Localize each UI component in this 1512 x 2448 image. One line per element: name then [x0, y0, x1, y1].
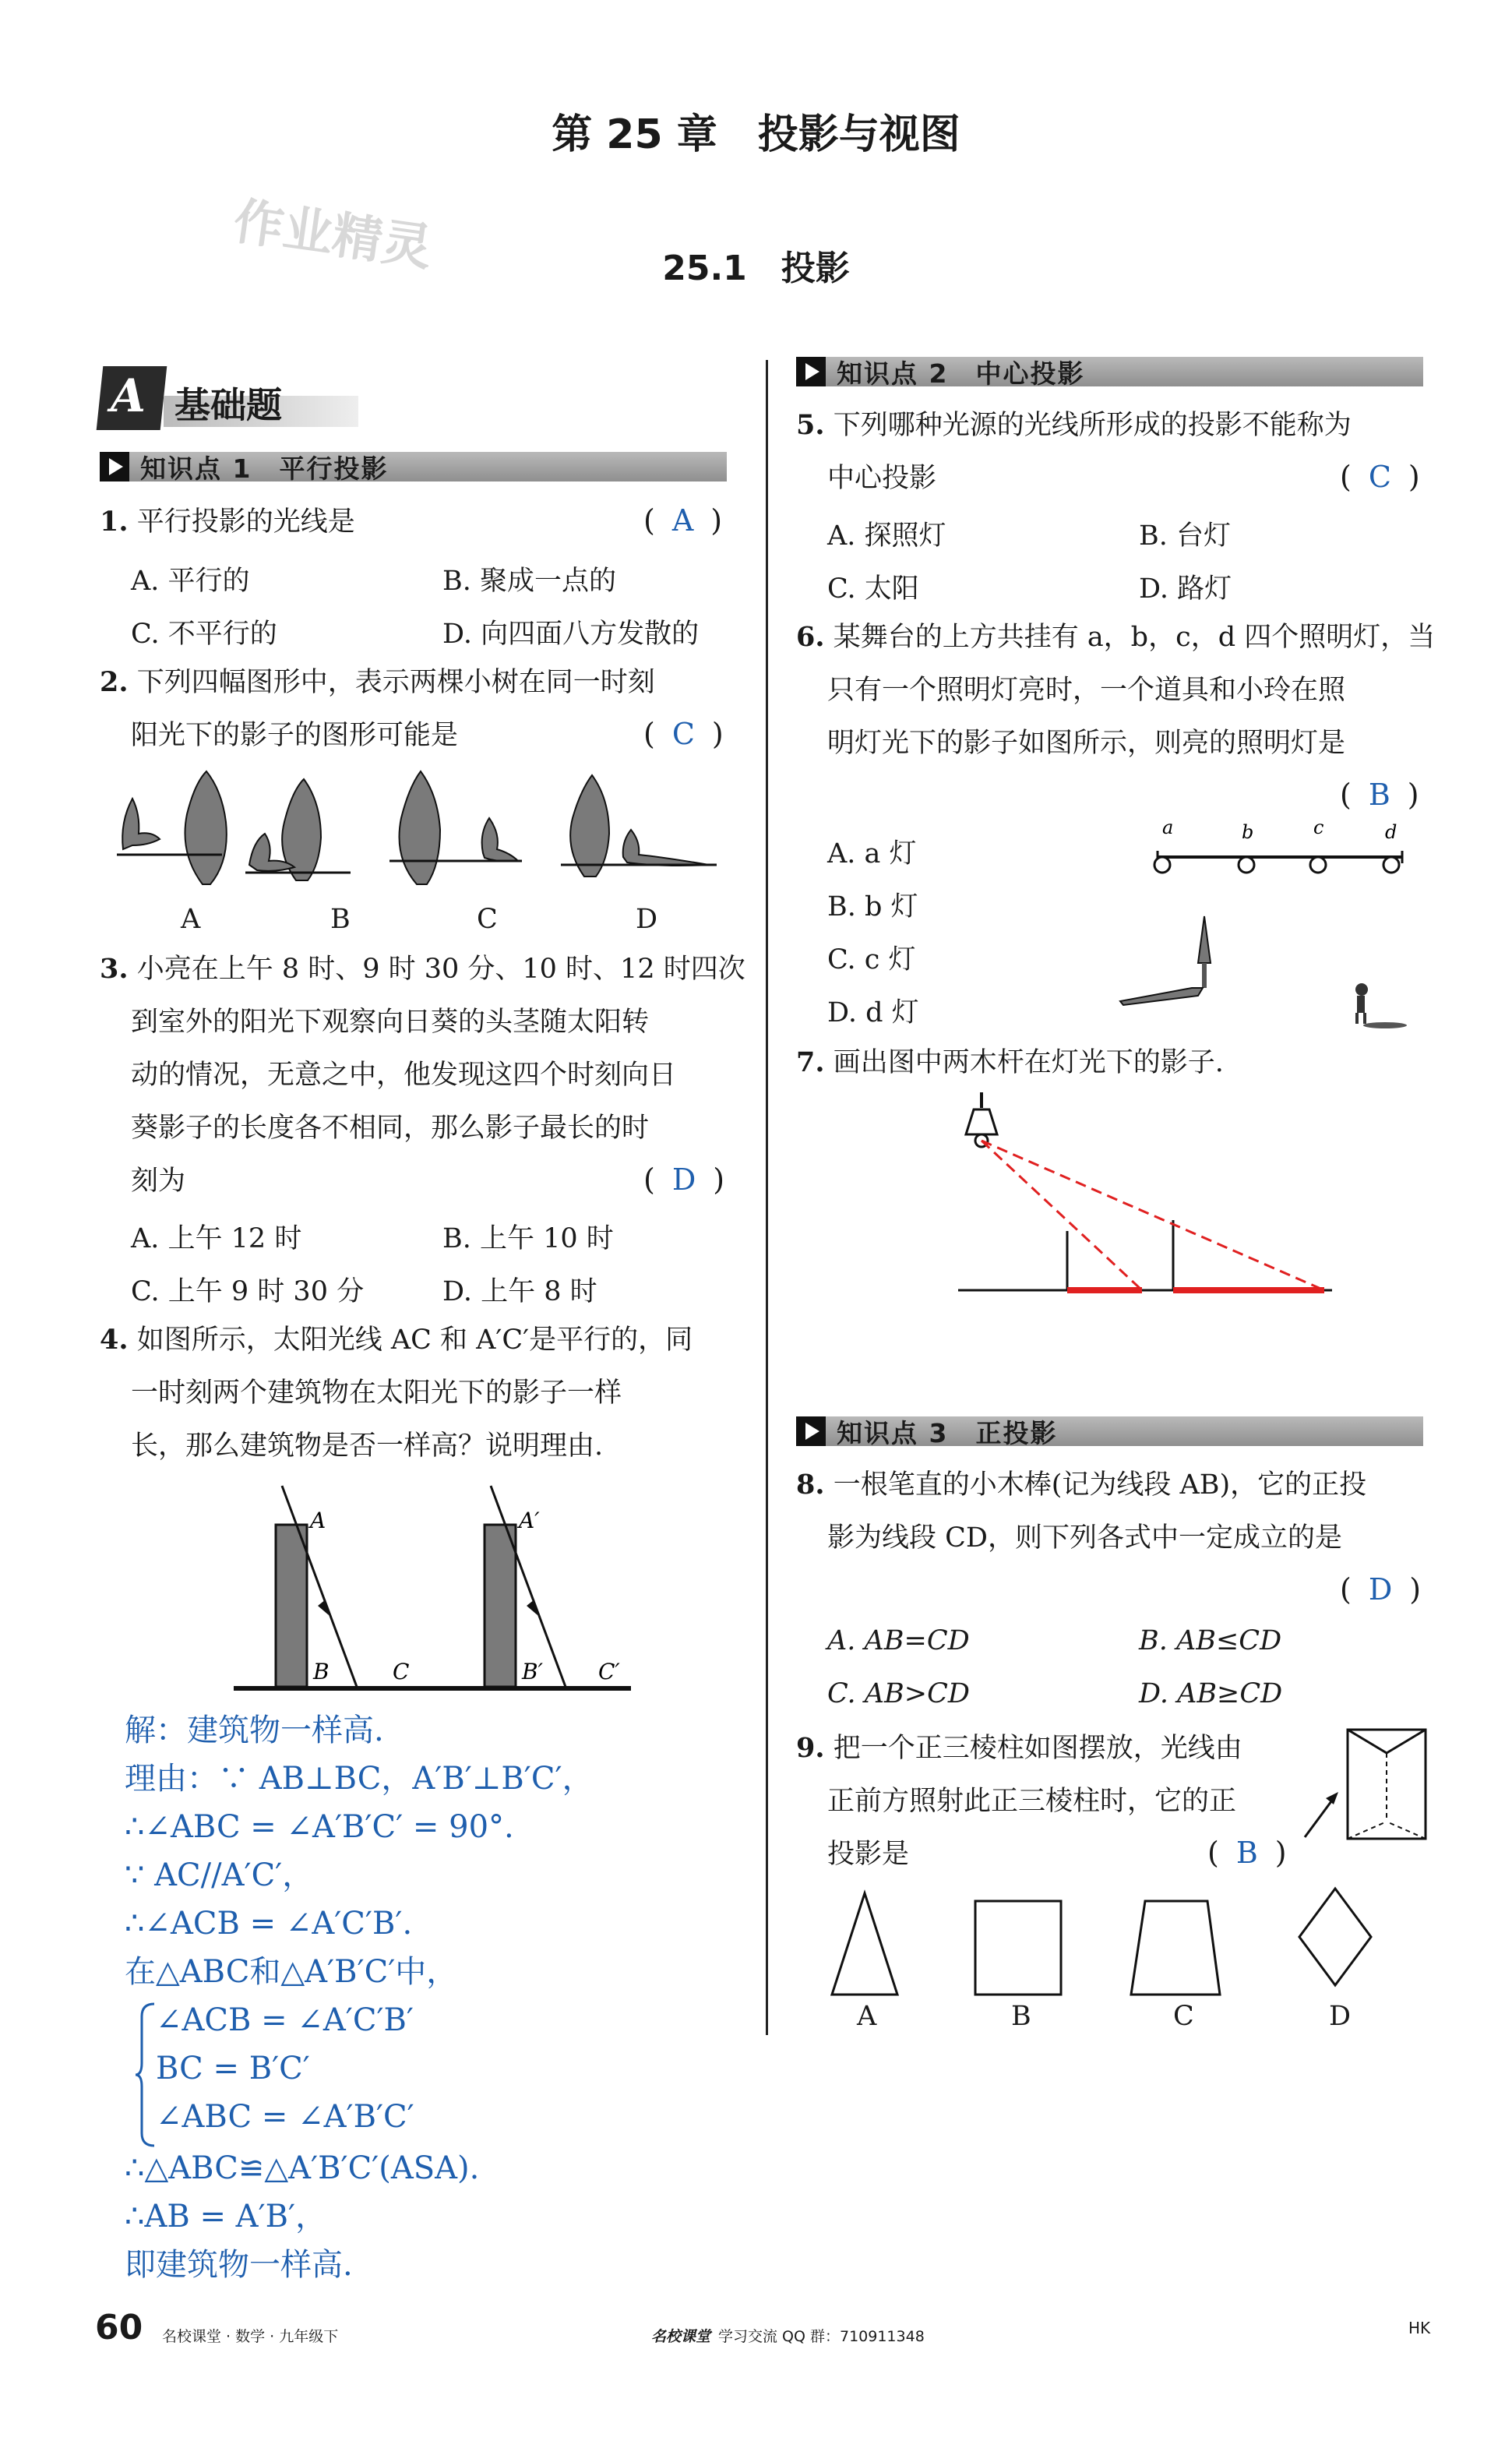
q9-options-figure	[826, 1885, 1387, 2002]
solution-line-10: ∴△ABC≌△A′B′C′(ASA).	[125, 2150, 480, 2186]
q1-option-b: B. 聚成一点的	[442, 566, 616, 597]
solution-line-4: ∵ AC//A′C′，	[125, 1857, 314, 1893]
q9-shape-c	[1131, 1901, 1220, 1995]
q3-option-c: C. 上午 9 时 30 分	[131, 1276, 365, 1307]
q6-lamp-b: b	[1242, 821, 1254, 843]
q8-option-a: A. AB=CD	[827, 1625, 970, 1656]
q3-stem-line4: 葵影子的长度各不相同，那么影子最长的时	[131, 1113, 650, 1144]
q2-answer: ( C )	[643, 717, 724, 751]
q2-figure-d	[561, 775, 717, 877]
q4-label-b: B	[313, 1659, 330, 1684]
q4-stem-line2: 一时刻两个建筑物在太阳光下的影子一样	[131, 1377, 622, 1409]
play-icon	[796, 1416, 826, 1446]
footer-qq: 学习交流 QQ 群：710911348	[718, 2328, 925, 2345]
q8-option-b: B. AB≤CD	[1139, 1625, 1282, 1656]
q2-label-c: C	[477, 904, 498, 935]
solution-line-5: ∴∠ACB = ∠A′C′B′.	[125, 1906, 413, 1942]
q1-option-a: A. 平行的	[131, 566, 250, 597]
q2-label-d: D	[636, 904, 658, 935]
q9-shape-a	[832, 1893, 897, 1995]
q9-shape-b	[975, 1901, 1061, 1995]
solution-line-1: 解：建筑物一样高.	[125, 1713, 384, 1748]
q5-stem-line2: 中心投影	[827, 463, 937, 494]
knowledge-point-1: 知识点 1 平行投影	[100, 452, 727, 481]
q2-figure-a	[117, 771, 227, 884]
q6-stage-figure	[1145, 810, 1426, 1044]
q3-stem-line3: 动的情况，无意之中，他发现这四个时刻向日	[131, 1060, 677, 1091]
column-divider	[766, 360, 768, 2035]
q3-option-b: B. 上午 10 时	[442, 1223, 614, 1254]
solution-line-12: 即建筑物一样高.	[125, 2247, 353, 2283]
q6-lamp-d: d	[1385, 821, 1397, 843]
solution-line-9: ∠ABC = ∠A′B′C′	[156, 2099, 414, 2135]
footer-edition: HK	[1408, 2319, 1431, 2337]
q6-option-a: A. a 灯	[827, 838, 917, 869]
q6-stem-line3: 明灯光下的影子如图所示，则亮的照明灯是	[827, 728, 1346, 759]
q1-option-d: D. 向四面八方发散的	[442, 619, 700, 650]
q2-stem-line1: 2. 下列四幅图形中，表示两棵小树在同一时刻	[100, 666, 655, 698]
q1-option-c: C. 不平行的	[131, 619, 277, 650]
section-title: 25.1 投影	[662, 249, 850, 288]
q9-label-a: A	[857, 2001, 877, 2032]
q4-label-a: A	[310, 1508, 326, 1533]
q2-label-b: B	[330, 904, 351, 935]
q4-stem-line3: 长，那么建筑物是否一样高？说明理由.	[131, 1430, 604, 1462]
q8-stem-line2: 影为线段 CD，则下列各式中一定成立的是	[827, 1522, 1342, 1554]
q5-answer: ( C )	[1340, 460, 1420, 494]
section-a-label: 基础题	[174, 384, 282, 426]
watermark: 作业精灵	[230, 192, 436, 278]
q6-stem-line1: 6. 某舞台的上方共挂有 a，b，c，d 四个照明灯，当	[796, 621, 1436, 653]
q9-label-c: C	[1173, 2001, 1194, 2032]
q3-option-a: A. 上午 12 时	[131, 1223, 302, 1254]
q7-lamp-figure	[958, 1091, 1348, 1301]
q5-option-d: D. 路灯	[1139, 573, 1232, 605]
q6-girl-icon	[1355, 983, 1407, 1028]
play-icon	[796, 357, 826, 386]
q6-option-c: C. c 灯	[827, 944, 916, 975]
q9-prism-figure	[1309, 1720, 1433, 1853]
solution-line-6: 在△ABC和△A′B′C′中，	[125, 1954, 458, 1990]
q2-figure-c	[389, 771, 522, 884]
q6-lamp-a: a	[1162, 817, 1174, 838]
q6-stem-line2: 只有一个照明灯亮时，一个道具和小玲在照	[827, 675, 1346, 706]
q1-stem: 1. 平行投影的光线是	[100, 506, 355, 538]
q4-buildings-figure	[226, 1476, 639, 1702]
q6-answer: ( B )	[1340, 778, 1419, 812]
q9-label-d: D	[1329, 2001, 1352, 2032]
q6-option-b: B. b 灯	[827, 891, 918, 922]
q4-label-c-prime: C′	[598, 1659, 620, 1684]
q1-answer: ( A )	[643, 503, 723, 538]
q6-option-d: D. d 灯	[827, 997, 919, 1028]
q5-option-c: C. 太阳	[827, 573, 919, 605]
q8-option-d: D. AB≥CD	[1139, 1678, 1283, 1709]
solution-line-8: BC = B′C′	[156, 2051, 310, 2086]
footer-book: 名校课堂 · 数学 · 九年级下	[162, 2328, 339, 2345]
q9-label-b: B	[1011, 2001, 1031, 2032]
solution-brace	[134, 2001, 157, 2149]
solution-line-3: ∴∠ABC = ∠A′B′C′ = 90°.	[125, 1809, 514, 1845]
knowledge-point-2: 知识点 2 中心投影	[796, 357, 1423, 386]
section-a-badge	[100, 366, 365, 430]
solution-line-7: ∠ACB = ∠A′C′B′	[156, 2002, 414, 2038]
footer-brand: 名校课堂	[651, 2328, 711, 2345]
q4-label-b-prime: B′	[522, 1659, 543, 1684]
q9-shape-d	[1299, 1889, 1371, 1985]
q8-stem-line1: 8. 一根笔直的小木棒(记为线段 AB)，它的正投	[796, 1469, 1367, 1501]
q7-stem: 7. 画出图中两木杆在灯光下的影子.	[796, 1046, 1224, 1078]
q8-answer: ( D )	[1340, 1572, 1422, 1607]
page-number: 60	[95, 2308, 143, 2347]
q3-stem-line5: 刻为	[131, 1166, 186, 1197]
q9-stem-line1: 9. 把一个正三棱柱如图摆放，光线由	[796, 1732, 1242, 1764]
q4-stem-line1: 4. 如图所示，太阳光线 AC 和 A′C′是平行的，同	[100, 1324, 693, 1356]
solution-line-2: 理由：∵ AB⊥BC，A′B′⊥B′C′，	[125, 1761, 594, 1797]
q3-answer: ( D )	[643, 1162, 725, 1197]
q2-figure-b	[245, 779, 351, 880]
q8-option-c: C. AB>CD	[827, 1678, 970, 1709]
q3-option-d: D. 上午 8 时	[442, 1276, 597, 1307]
q6-lamp-c: c	[1313, 817, 1324, 838]
solution-line-11: ∴AB = A′B′，	[125, 2199, 327, 2235]
q4-label-c: C	[393, 1659, 410, 1684]
q3-stem-line1: 3. 小亮在上午 8 时、9 时 30 分、10 时、12 时四次	[100, 953, 745, 985]
q9-answer: ( B )	[1207, 1836, 1287, 1870]
chapter-title: 第 25 章 投影与视图	[552, 111, 960, 158]
q5-stem-line1: 5. 下列哪种光源的光线所形成的投影不能称为	[796, 409, 1352, 441]
q5-option-a: A. 探照灯	[827, 520, 946, 552]
q2-label-a: A	[181, 904, 201, 935]
q5-option-b: B. 台灯	[1139, 520, 1231, 552]
q9-stem-line3: 投影是	[827, 1839, 910, 1870]
q9-stem-line2: 正前方照射此正三棱柱时，它的正	[827, 1786, 1237, 1817]
knowledge-point-3: 知识点 3 正投影	[796, 1416, 1423, 1446]
q4-label-a-prime: A′	[519, 1508, 540, 1533]
q2-trees-figure	[117, 767, 724, 908]
section-a-letter: A	[111, 369, 146, 422]
q2-stem-line2: 阳光下的影子的图形可能是	[131, 720, 459, 751]
play-icon	[100, 452, 129, 481]
q3-stem-line2: 到室外的阳光下观察向日葵的头茎随太阳转	[131, 1007, 650, 1038]
